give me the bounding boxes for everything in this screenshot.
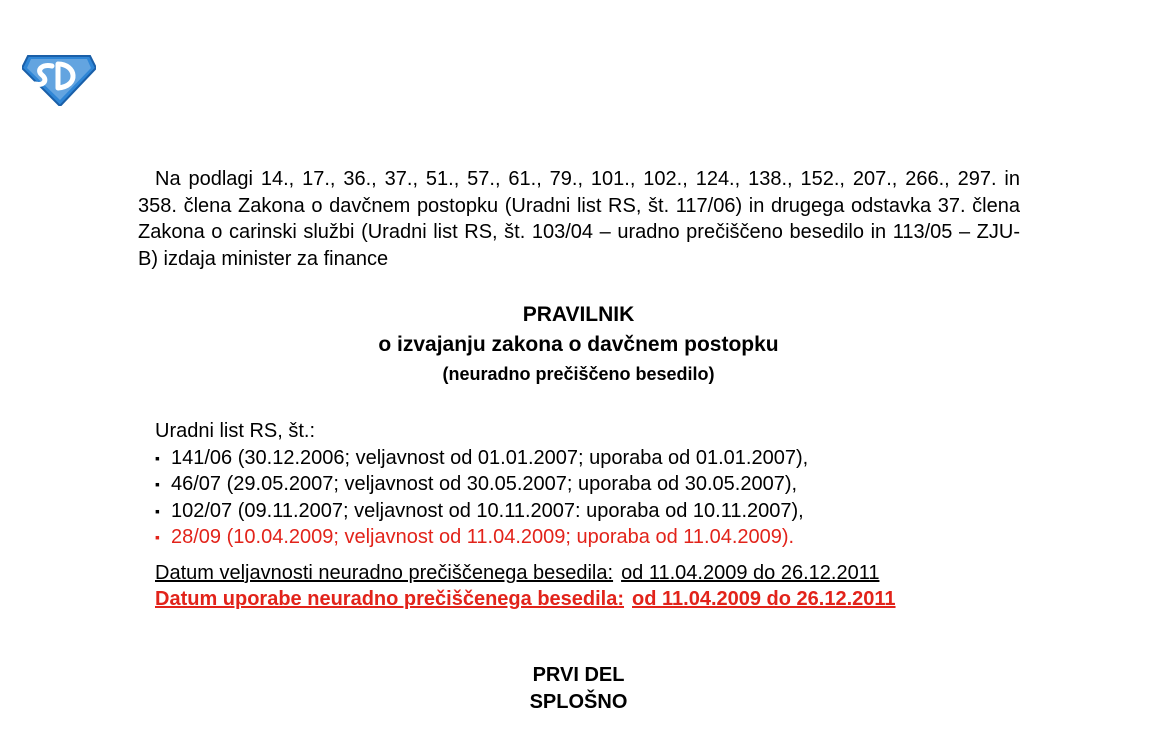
bullet-icon: ▪ bbox=[155, 502, 160, 519]
part-number: PRVI DEL bbox=[532, 664, 625, 686]
document-subtitle: o izvajanju zakona o davčnem postopku bbox=[378, 333, 779, 356]
gazette-item-text: 141/06 (30.12.2006; veljavnost od 01.01.2007; uporaba od 01.01.2007), bbox=[171, 446, 809, 469]
gazette-item bbox=[155, 445, 808, 472]
logo-icon bbox=[22, 50, 96, 106]
document-title: PRAVILNIK bbox=[522, 303, 635, 326]
gazette-item bbox=[155, 498, 808, 525]
bullet-icon: ▪ bbox=[155, 529, 160, 545]
validity-date-row bbox=[155, 560, 896, 586]
gazette-item-text: 102/07 (09.11.2007; veljavnost od 10.11.2007: uporaba od 10.11.2007), bbox=[171, 499, 804, 522]
bullet-icon: ▪ bbox=[155, 449, 160, 466]
part-heading bbox=[0, 662, 1157, 716]
intro-paragraph: Na podlagi 14., 17., 36., 37., 51., 57., 61., 79., 101., 102., 124., 138., 152., 207., 266., 297. in 358. člena Zakona o davčnem postopku (Uradni list RS, št. 117/06) in drugega odstavka 37. člena Zakona o carinski službi (Uradni list RS, št. 103/04 – uradno prečiščeno besedilo in 113/05 – ZJU-B) izdaja minister za finance bbox=[138, 168, 1020, 270]
gazette-section bbox=[155, 418, 808, 551]
validity-label: Datum veljavnosti neuradno prečiščenega besedila: bbox=[155, 562, 614, 584]
application-value: od 11.04.2009 do 26.12.2011 bbox=[632, 588, 896, 610]
application-label: Datum uporabe neuradno prečiščenega besedila: bbox=[155, 588, 625, 610]
title-block bbox=[0, 300, 1157, 388]
gazette-item bbox=[155, 471, 808, 498]
gazette-heading: Uradni list RS, št.: bbox=[155, 420, 316, 442]
gazette-item-text: 28/09 (10.04.2009; veljavnost od 11.04.2009; uporaba od 11.04.2009). bbox=[171, 526, 795, 548]
gazette-item-highlighted bbox=[155, 524, 808, 551]
validity-value: od 11.04.2009 do 26.12.2011 bbox=[621, 562, 880, 584]
gazette-list bbox=[155, 445, 808, 551]
part-title: SPLOŠNO bbox=[529, 691, 628, 713]
dates-section bbox=[155, 560, 896, 612]
document-note: (neuradno prečiščeno besedilo) bbox=[442, 364, 715, 384]
bullet-icon: ▪ bbox=[155, 476, 160, 492]
gazette-item-text: 46/07 (29.05.2007; veljavnost od 30.05.2007; uporaba od 30.05.2007), bbox=[171, 473, 798, 495]
application-date-row bbox=[155, 586, 896, 612]
